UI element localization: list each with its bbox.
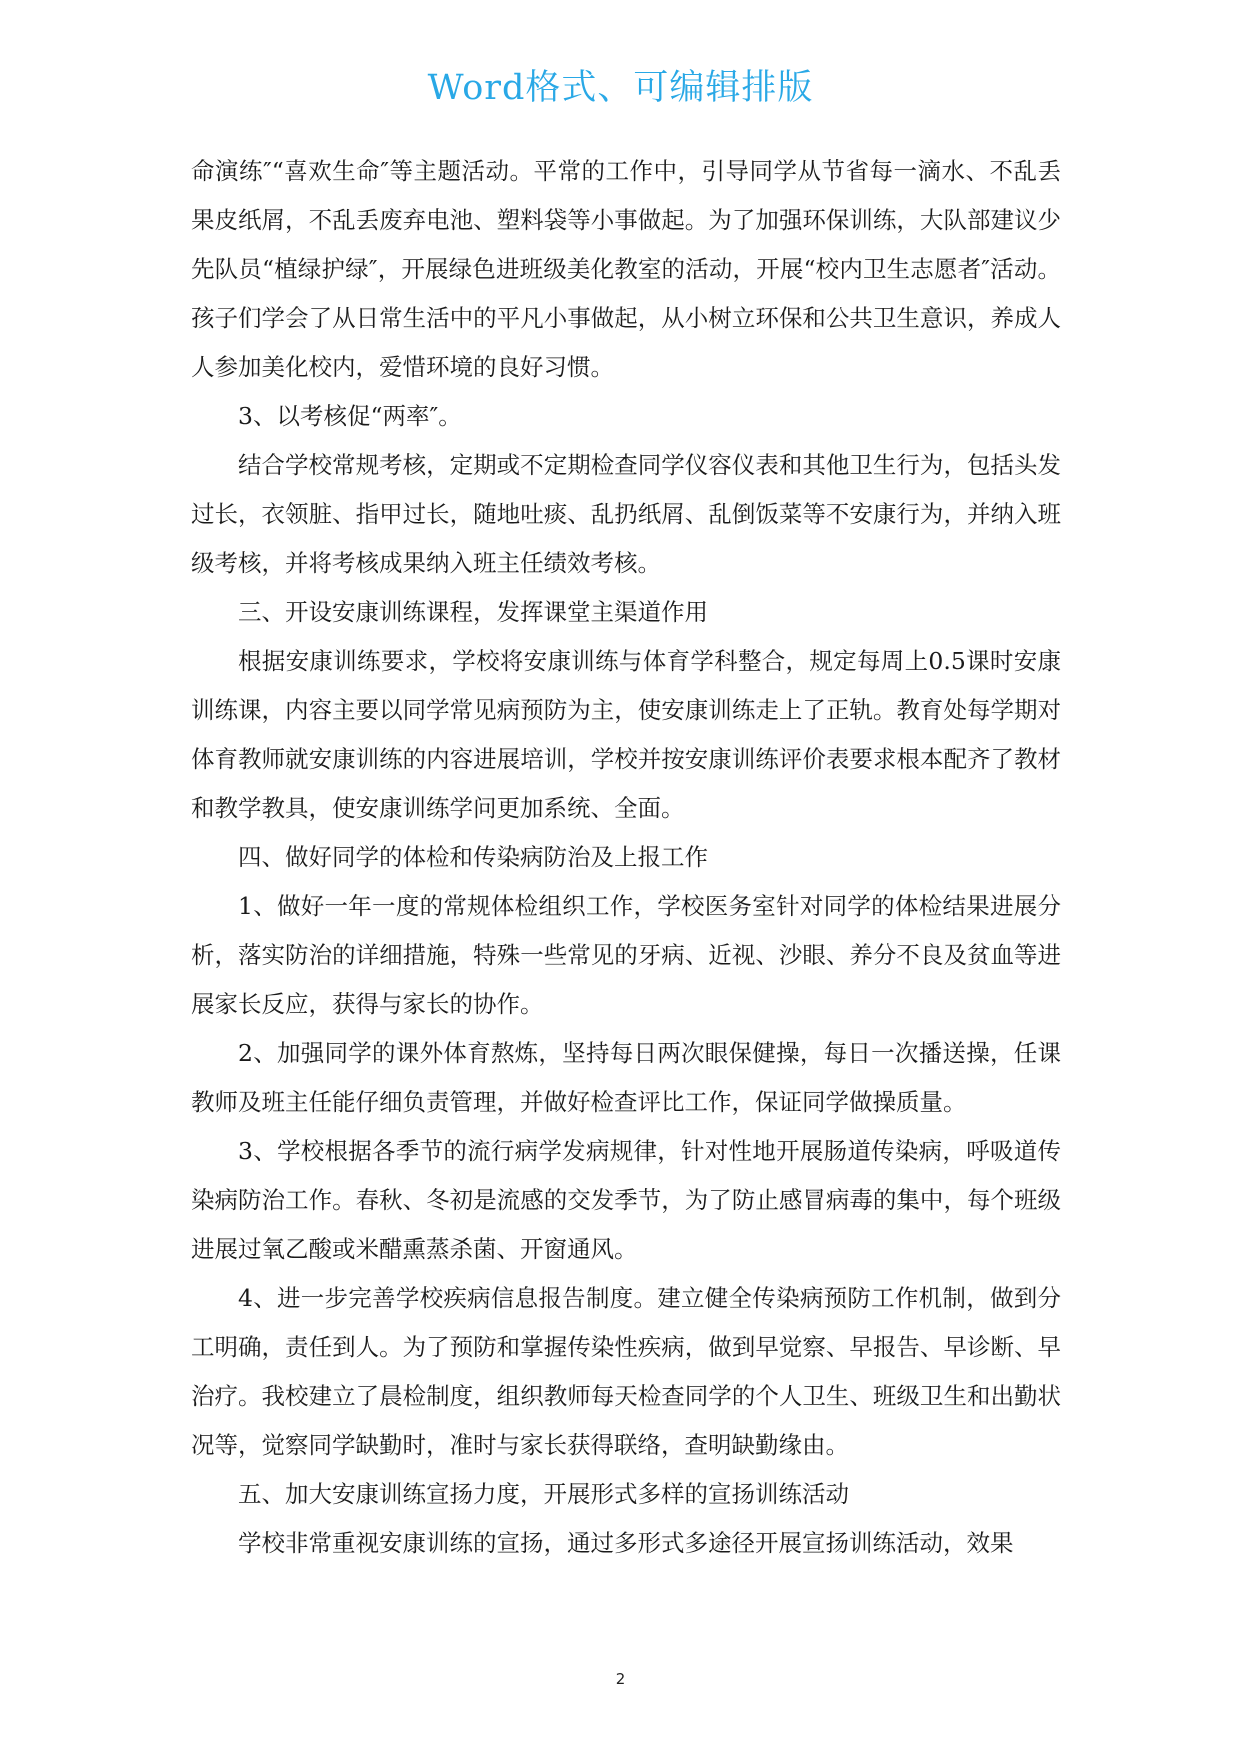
paragraph: 根据安康训练要求，学校将安康训练与体育学科整合，规定每周上0.5课时安康训练课，内容主要以同学常见病预防为主，使安康训练走上了正轨。教育处每学期对体育教师就安康训练的内容进展培训，学校并按安康训练评价表要求根本配齐了教材和教学教具，使安康训练学问更加系统、全面。 — [191, 647, 1061, 822]
paragraph: 2、加强同学的课外体育熬炼，坚持每日两次眼保健操，每日一次播送操，任课教师及班主任能仔细负责管理，并做好检查评比工作，保证同学做操质量。 — [191, 1039, 1061, 1116]
document-header-title: Word格式、可编辑排版 — [427, 68, 814, 108]
paragraph-item-heading: 3、以考核促“两率″。 — [238, 402, 462, 430]
paragraph: 1、做好一年一度的常规体检组织工作，学校医务室针对同学的体检结果进展分析，落实防治的详细措施，特殊一些常见的牙病、近视、沙眼、养分不良及贫血等进展家长反应，获得与家长的协作。 — [191, 892, 1061, 1018]
section-heading: 五、加大安康训练宣扬力度，开展形式多样的宣扬训练活动 — [238, 1480, 849, 1508]
paragraph: 结合学校常规考核，定期或不定期检查同学仪容仪表和其他卫生行为，包括头发过长，衣领脏、指甲过长，随地吐痰、乱扔纸屑、乱倒饭菜等不安康行为，并纳入班级考核，并将考核成果纳入班主任绩效考核。 — [191, 451, 1061, 577]
section-heading: 三、开设安康训练课程，发挥课堂主渠道作用 — [238, 598, 708, 626]
paragraph: 3、学校根据各季节的流行病学发病规律，针对性地开展肠道传染病，呼吸道传染病防治工作。春秋、冬初是流感的交发季节，为了防止感冒病毒的集中，每个班级进展过氧乙酸或米醋熏蒸杀菌、开窗通风。 — [191, 1137, 1061, 1263]
paragraph: 学校非常重视安康训练的宣扬，通过多形式多途径开展宣扬训练活动，效果 — [238, 1529, 1014, 1557]
document-body — [191, 147, 1061, 1568]
paragraph: 4、进一步完善学校疾病信息报告制度。建立健全传染病预防工作机制，做到分工明确，责任到人。为了预防和掌握传染性疾病，做到早觉察、早报告、早诊断、早治疗。我校建立了晨检制度，组织教师每天检查同学的个人卫生、班级卫生和出勤状况等，觉察同学缺勤时，准时与家长获得联络，查明缺勤缘由。 — [191, 1284, 1061, 1459]
page-number: 2 — [615, 1670, 626, 1688]
section-heading: 四、做好同学的体检和传染病防治及上报工作 — [238, 843, 708, 871]
paragraph-continued: 命演练″“喜欢生命″等主题活动。平常的工作中，引导同学从节省每一滴水、不乱丢果皮纸屑，不乱丢废弃电池、塑料袋等小事做起。为了加强环保训练，大队部建议少先队员“植绿护绿″，开展绿色进班级美化教室的活动，开展“校内卫生志愿者″活动。孩子们学会了从日常生活中的平凡小事做起，从小树立环保和公共卫生意识，养成人人参加美化校内，爱惜环境的良好习惯。 — [191, 157, 1061, 381]
